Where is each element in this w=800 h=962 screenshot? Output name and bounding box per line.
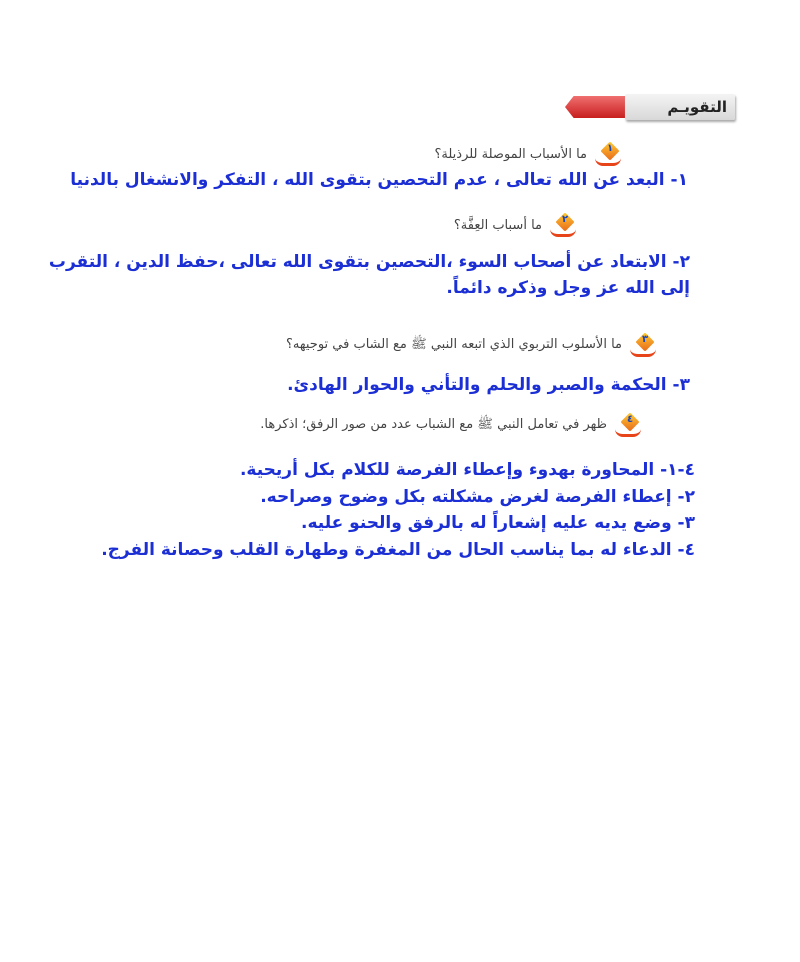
- section-header: [565, 92, 735, 122]
- question-3: [286, 333, 660, 357]
- answer-4-item-2: ٢- إعطاء الفرصة لغرض مشكلته بكل وضوح وصراحه.: [260, 487, 695, 507]
- question-text: ظهر في تعامل النبي ﷺ مع الشباب عدد من صور الرفق؛ اذكرها.: [260, 416, 607, 432]
- question-text: ما الأسلوب التربوي الذي اتبعه النبي ﷺ مع الشاب في توجيهه؟: [286, 336, 622, 352]
- answer-4-item-1: ٤-١- المحاورة بهدوء وإعطاء الفرصة للكلام بكل أريحية.: [239, 460, 695, 480]
- question-number-icon: ١: [595, 142, 625, 166]
- question-1: [435, 142, 626, 166]
- question-number-icon: ٤: [615, 413, 645, 437]
- answer-3: ٣- الحكمة والصبر والحلم والتأني والحوار الهادئ.: [287, 375, 690, 395]
- question-number-icon: ٣: [630, 333, 660, 357]
- question-4: [260, 413, 645, 437]
- question-number-icon: ٢: [550, 213, 580, 237]
- answer-4-item-3: ٣- وضع يديه عليه إشعاراً له بالرفق والحنو عليه.: [301, 513, 695, 533]
- answer-4-item-4: ٤- الدعاء له بما يناسب الحال من المغفرة وطهارة القلب وحصانة الفرج.: [101, 540, 695, 560]
- answer-2-line-1: ٢- الابتعاد عن أصحاب السوء ،التحصين بتقوى الله تعالى ،حفظ الدين ، التقرب: [48, 252, 690, 272]
- answer-2-line-2: إلى الله عز وجل وذكره دائماً.: [446, 278, 690, 298]
- question-text: ما الأسباب الموصلة للرذيلة؟: [434, 146, 587, 162]
- answer-1: ١- البعد عن الله تعالى ، عدم التحصين بتقوى الله ، التفكر والانشغال بالدنيا: [70, 170, 688, 190]
- section-title: التقويـم: [667, 98, 727, 116]
- question-text: ما أسباب العِفَّة؟: [453, 217, 542, 233]
- question-2: [454, 213, 580, 237]
